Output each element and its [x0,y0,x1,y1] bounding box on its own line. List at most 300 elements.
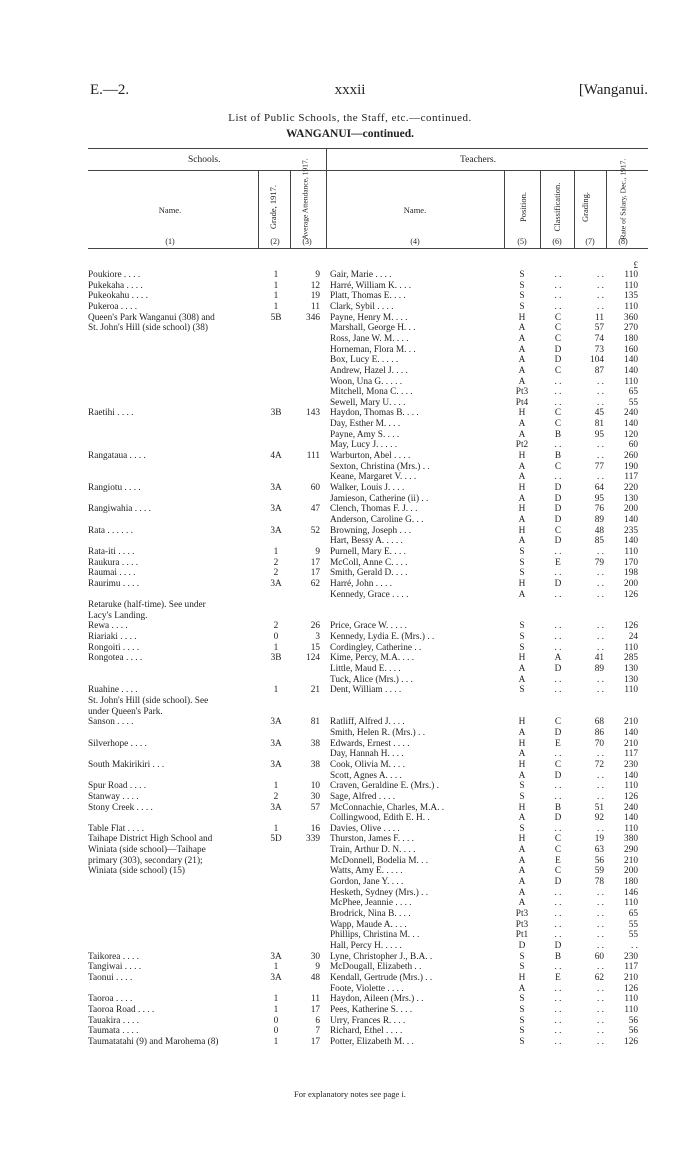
table-row [0,792,700,803]
teacher-name-cell: Ratliff, Alfred J. . . . [330,717,405,728]
school-name-cell: Raumai . . . . [88,568,136,579]
position-cell: H [518,483,526,493]
table-top-rule [88,148,648,149]
salary-cell: 200 [624,504,638,515]
table-row [0,696,700,707]
table-row [0,472,700,483]
classification-cell: D [554,514,562,525]
salary-cell: 220 [624,483,638,493]
school-name-cell: Queen's Park Wanganui (308) and [88,312,215,323]
teacher-name-cell: Kennedy, Grace . . . . [330,589,409,600]
position-cell: A [518,866,526,877]
salary-cell: 126 [624,621,638,632]
position-cell: S [519,1015,525,1026]
attendance-cell: 17 [310,1004,320,1015]
salary-cell: 235 [624,525,638,536]
table-row [0,281,700,292]
salary-cell: 210 [624,855,638,866]
position-cell: H [518,738,526,749]
school-name-cell: Taoroa Road . . . . [88,1004,155,1015]
position-cell: S [519,546,525,557]
salary-cell: 200 [624,578,638,589]
grading-cell: . . [597,940,604,951]
grading-cell: . . [597,546,604,557]
classification-cell: . . [554,823,562,834]
attendance-cell: 30 [310,791,320,802]
position-cell: H [518,312,526,323]
position-cell: S [519,270,525,280]
teacher-name-cell: Cook, Olivia M. . . . [330,759,405,770]
grading-cell: . . [597,301,604,312]
grading-cell: 68 [594,717,604,728]
salary-cell: 130 [624,674,638,685]
classification-cell: C [554,312,562,323]
salary-cell: 380 [624,834,638,845]
grading-cell: 51 [594,802,604,813]
position-cell: S [519,568,525,579]
salary-cell: 110 [624,376,638,387]
teacher-name-cell: Foote, Violette . . . . [330,983,404,994]
classification-cell: C [554,845,562,856]
school-name-cell: Silverhope . . . . [88,738,147,749]
teacher-name-cell: Smith, Helen R. (Mrs.) . . [330,727,426,738]
teacher-name-cell: Platt, Thomas E. . . . [330,291,406,302]
salary-cell: 60 [628,440,638,451]
teacher-name-cell: Price, Grace W. . . . . [330,621,407,632]
table-row [0,313,700,324]
attendance-cell: 10 [310,781,320,792]
teacher-name-cell: Purnell, Mary E. . . . [330,546,406,557]
school-name-cell: St. John's Hill (side school). See [88,696,209,706]
school-name-cell: St. John's Hill (side school) (38) [88,323,208,334]
classification-cell: D [554,355,562,366]
school-name-cell: Raurimu . . . . [88,578,140,589]
teacher-name-cell: Clench, Thomas F. J. . . [330,504,418,515]
teacher-name-cell: Day, Esther M. . . . [330,419,401,430]
school-name-cell: Taihape District High School and [88,834,213,845]
position-cell: S [519,1036,525,1047]
classification-cell: . . [554,791,562,802]
classification-cell: . . [554,376,562,387]
classification-cell: C [554,717,562,728]
classification-cell: B [554,951,562,962]
grading-cell: 81 [594,419,604,430]
classification-cell: C [554,759,562,770]
table-row [0,994,700,1005]
position-cell: D [518,940,526,951]
teacher-name-cell: Gordon, Jane Y. . . . [330,877,404,888]
currency-symbol: £ [633,260,638,270]
school-name-cell: Ruahine . . . . [88,685,138,696]
attendance-cell: 16 [310,823,320,834]
salary-cell: 230 [624,951,638,962]
table-row [0,1016,700,1027]
grading-cell: . . [597,440,604,451]
table-row [0,813,700,824]
salary-cell: 65 [628,909,638,919]
school-name-cell: Taonui . . . . [88,972,133,983]
table-row [0,536,700,547]
classification-cell: . . [554,685,562,696]
position-cell: S [519,791,525,802]
position-cell: A [518,887,526,898]
classification-cell: . . [554,1036,562,1047]
grading-cell: 92 [594,813,604,824]
teacher-name-cell: Haydon, Thomas B. . . . [330,408,419,419]
classification-cell: . . [554,898,562,909]
classification-cell: D [554,483,562,493]
classification-cell: D [554,344,562,355]
grading-cell: 78 [594,877,604,888]
position-cell: A [518,898,526,909]
salary-cell: 55 [628,397,638,408]
grading-cell: 41 [594,653,604,664]
classification-cell: . . [554,440,562,451]
grading-cell: 63 [594,845,604,856]
grading-cell: . . [597,280,604,291]
classification-cell: . . [554,301,562,312]
grading-cell: 79 [594,557,604,568]
table-row [0,355,700,366]
position-heading: Position. [518,192,528,222]
classification-cell: D [554,493,562,504]
salary-cell: 135 [624,291,638,302]
table-row [0,377,700,388]
attendance-cell: 26 [310,621,320,632]
table-row [0,973,700,984]
col-divider [606,170,607,248]
position-cell: Pt1 [515,930,529,941]
grading-cell: 60 [594,951,604,962]
teacher-name-cell: Lyne, Christopher J., B.A. . [330,951,433,962]
salary-cell: 110 [624,1004,638,1015]
salary-cell: 24 [628,632,638,643]
classification-heading: Classification. [552,182,562,232]
salary-cell: 65 [628,387,638,398]
col-number: (3) [302,237,312,246]
attendance-cell: 9 [315,962,320,973]
school-name-cell: South Makirikiri . . . [88,759,165,770]
teacher-name-cell: Kendall, Gertrude (Mrs.) . . [330,972,433,983]
grading-cell: . . [597,749,604,760]
classification-cell: D [554,536,562,547]
attendance-cell: 12 [310,280,320,291]
table-row [0,579,700,590]
position-cell: A [518,461,526,472]
classification-cell: D [554,813,562,824]
salary-cell: 130 [624,664,638,675]
teacher-name-cell: Sexton, Christina (Mrs.) . . [330,461,430,472]
position-cell: A [518,664,526,675]
school-name-cell: Winiata (side school) (15) [88,866,185,877]
grading-cell: . . [597,270,604,280]
classification-cell: . . [554,749,562,760]
teacher-name-cell: Sage, Alfred . . . . [330,791,396,802]
attendance-cell: 339 [306,834,320,845]
position-cell: S [519,685,525,696]
table-row [0,515,700,526]
school-name-cell: Table Flat . . . . [88,823,144,834]
salary-cell: 198 [624,568,638,579]
table-row [0,717,700,728]
school-name-cell: Lacy's Landing. [88,610,148,621]
teacher-name-cell: Train, Arthur D. N. . . . [330,845,416,856]
grade-cell: 0 [273,632,279,643]
teacher-name-cell: Haydon, Aileen (Mrs.) . . [330,994,424,1005]
salary-cell: 126 [624,1036,638,1047]
col-divider [540,170,541,248]
teacher-name-cell: Warburton, Abel . . . . [330,451,411,462]
attendance-cell: 111 [306,451,320,462]
table-row [0,664,700,675]
attendance-cell: 11 [311,301,320,312]
table-row [0,877,700,888]
table-row [0,451,700,462]
table-row [0,707,700,718]
grading-cell: . . [597,898,604,909]
grade-cell: 3A [270,578,282,589]
school-name-cell: Pukekaha . . . . [88,280,143,291]
grading-cell: 87 [594,365,604,376]
table-row [0,941,700,952]
position-cell: A [518,536,526,547]
position-cell: A [518,344,526,355]
table-row [0,675,700,686]
salary-cell: 110 [624,685,638,696]
salary-cell: 130 [624,493,638,504]
salary-cell: 140 [624,365,638,376]
position-cell: H [518,759,526,770]
grading-cell: . . [597,568,604,579]
salary-cell: 55 [628,930,638,941]
position-cell: H [518,834,526,845]
grade-cell: 2 [273,568,279,579]
grade-cell: 3A [270,525,282,536]
grading-cell: . . [597,578,604,589]
region-title: WANGANUI—continued. [285,128,415,140]
table-row [0,1037,700,1048]
position-cell: S [519,642,525,653]
school-name-cell: Winiata (side school)—Taihape [88,845,206,856]
classification-cell: D [554,770,562,781]
teacher-name-cell: May, Lucy J. . . . . [330,440,398,451]
table-row [0,632,700,643]
attendance-cell: 62 [310,578,320,589]
grading-cell: 73 [594,344,604,355]
grade-cell: 1 [273,1004,279,1015]
position-cell: H [518,408,526,419]
teacher-name-cell: Keane, Margaret V. . . . [330,472,417,483]
table-row [0,387,700,398]
position-cell: S [519,951,525,962]
classification-cell: C [554,408,562,419]
position-cell: H [518,504,526,515]
attendance-cell: 57 [310,802,320,813]
position-cell: H [518,802,526,813]
teacher-name-cell: Anderson, Caroline G. . . [330,514,424,525]
grading-cell: . . [597,387,604,398]
attendance-cell: 346 [306,312,320,323]
teacher-name-cell: Wapp, Maude A. . . . [330,919,407,930]
salary-cell: 56 [628,1026,638,1037]
position-cell: A [518,355,526,366]
teacher-name-cell: Scott, Agnes A. . . . [330,770,402,781]
classification-cell: . . [554,887,562,898]
grading-cell: 59 [594,866,604,877]
teacher-name-cell: McPhee, Jeannie . . . . [330,898,412,909]
position-cell: A [518,845,526,856]
school-name-cell: Raetihi . . . . [88,408,134,419]
attendance-cell: 52 [310,525,320,536]
grading-cell: . . [597,674,604,685]
classification-cell: . . [554,781,562,792]
teacher-name-cell: McDougall, Elizabeth . . [330,962,422,973]
grading-cell: 11 [595,312,604,323]
position-cell: S [519,781,525,792]
position-cell: Pt3 [515,919,529,930]
classification-cell: D [554,727,562,738]
table-row [0,930,700,941]
teacher-name-cell: Clark, Sybil . . . . [330,301,394,312]
salary-cell: 110 [624,301,638,312]
position-cell: A [518,365,526,376]
attendance-cell: 124 [306,653,320,664]
classification-cell: . . [554,930,562,941]
col-divider [504,170,505,248]
salary-cell: 117 [624,749,638,760]
position-cell: S [519,621,525,632]
grading-cell: . . [597,589,604,600]
table-row [0,270,700,281]
classification-cell: . . [554,621,562,632]
salary-cell: 240 [624,408,638,419]
grading-cell: 76 [594,504,604,515]
school-name-cell: Tangiwai . . . . [88,962,142,973]
classification-cell: . . [554,919,562,930]
page-ref: E.—2. [90,82,130,98]
table-row [0,494,700,505]
teacher-name-cell: Browning, Joseph . . . [330,525,412,536]
salary-heading: Rate of Salary, Dec., 1917. [618,158,628,240]
salary-cell: 360 [624,312,638,323]
position-cell: S [519,291,525,302]
grading-cell: 62 [594,972,604,983]
teacher-name-cell: Jamieson, Catherine (ii) . . [330,493,429,504]
position-cell: Pt2 [515,440,529,451]
grading-cell: 64 [594,483,604,493]
grading-cell: 85 [594,536,604,547]
classification-cell: . . [554,472,562,483]
school-name-cell: Rata-iti . . . . [88,546,135,557]
salary-cell: . . [631,940,638,951]
salary-cell: 230 [624,759,638,770]
table-row [0,462,700,473]
attendance-cell: 47 [310,504,320,515]
position-cell: A [518,323,526,334]
grade-cell: 0 [273,1026,279,1037]
grade-cell: 1 [273,685,279,696]
table-row [0,749,700,760]
grading-cell: . . [597,1036,604,1047]
salary-cell: 240 [624,802,638,813]
col-number: (2) [270,237,280,246]
salary-cell: 126 [624,983,638,994]
position-cell: H [518,578,526,589]
teacher-name-cell: Payne, Amy S. . . . [330,429,400,440]
grading-cell: . . [597,823,604,834]
position-cell: A [518,877,526,888]
school-name-cell: Rewa . . . . [88,621,128,632]
teacher-name-cell: Dent, William . . . . [330,685,402,696]
grade-cell: 1 [273,962,279,973]
table-row [0,1005,700,1016]
salary-cell: 110 [624,898,638,909]
classification-cell: . . [554,270,562,280]
classification-cell: . . [554,632,562,643]
table-row [0,419,700,430]
position-cell: S [519,823,525,834]
grading-cell: . . [597,909,604,919]
salary-cell: 160 [624,344,638,355]
position-cell: A [518,674,526,685]
grade-cell: 3A [270,759,282,770]
salary-cell: 180 [624,333,638,344]
grading-cell: . . [597,1004,604,1015]
grade-cell: 4A [270,451,282,462]
grading-cell: . . [597,770,604,781]
school-name-cell: Riariaki . . . . [88,632,137,643]
attendance-cell: 3 [315,632,320,643]
teacher-name-cell: Box, Lucy E. . . . . [330,355,399,366]
grading-cell: . . [597,887,604,898]
grading-cell: 95 [594,429,604,440]
teacher-name-cell: McConnachie, Charles, M.A. . [330,802,445,813]
school-name-cell: Taikorea . . . . [88,951,139,962]
table-row [0,845,700,856]
attendance-cell: 7 [315,1026,320,1037]
grade-cell: 1 [273,270,279,280]
table-row [0,781,700,792]
grade-cell: 2 [273,791,279,802]
classification-cell: . . [554,674,562,685]
table-row [0,345,700,356]
teacher-name-cell: McDonnell, Bodelia M. . . [330,855,429,866]
group-divider [326,148,327,248]
teacher-name-cell: Andrew, Hazel J. . . . [330,365,408,376]
school-name-cell: Rongoiti . . . . [88,642,140,653]
table-row [0,504,700,515]
table-row [0,430,700,441]
classification-cell: D [554,940,562,951]
list-title: List of Public Schools, the Staff, etc.—continued. [228,112,472,124]
table-row [0,728,700,739]
position-cell: S [519,962,525,973]
attendance-cell: 15 [310,642,320,653]
grade-cell: 1 [273,781,279,792]
table-row [0,1026,700,1037]
table-row [0,590,700,601]
grade-cell: 1 [273,1036,279,1047]
school-name-cell: Rongotea . . . . [88,653,143,664]
grading-cell: . . [597,642,604,653]
attendance-cell: 21 [310,685,320,696]
col-number: (5) [517,237,527,246]
classification-cell: C [554,525,562,536]
teacher-name-cell: Hart, Bessy A. . . . . [330,536,403,547]
grade-cell: 5D [270,834,282,845]
table-row [0,526,700,537]
classification-cell: B [554,429,562,440]
